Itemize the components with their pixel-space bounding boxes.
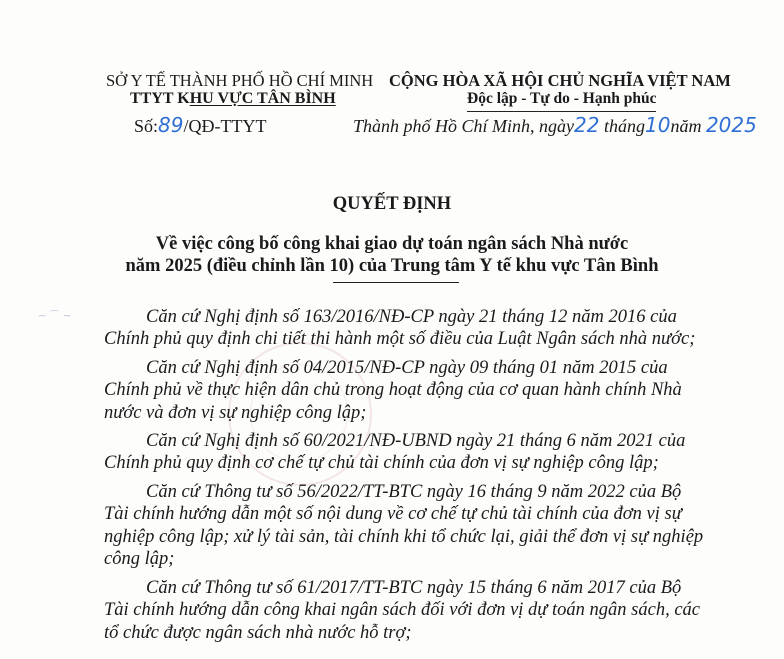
year-label: năm <box>670 116 702 136</box>
document-title: QUYẾT ĐỊNH <box>332 194 452 214</box>
legal-basis-paragraph <box>104 481 716 570</box>
handwritten-year: 2025 <box>705 113 757 137</box>
motto-text: Độc lập - Tự do - Hạnh phúc <box>467 90 657 107</box>
subtitle-underline <box>333 282 459 283</box>
number-suffix: /QĐ-TTYT <box>183 116 267 136</box>
paragraph-continuation: Chính phủ về thực hiện dân chủ trong hoạt động của cơ quan hành chính Nhà nước và đơn vị sự nghiệp công lập; <box>104 380 682 423</box>
paragraph-first-line: Căn cứ Thông tư số 61/2017/TT-BTC ngày 15 tháng 6 năm 2017 của Bộ <box>146 578 682 598</box>
motto-underline <box>467 111 656 112</box>
handwritten-day: 22 <box>574 113 600 137</box>
paragraph-continuation: Chính phủ quy định chi tiết thi hành một số điều của Luật Ngân sách nhà nước; <box>104 329 696 350</box>
paragraph-first-line: Căn cứ Nghị định số 60/2021/NĐ-UBND ngày 21 tháng 6 năm 2021 của <box>146 431 686 451</box>
paragraph-first-line: Căn cứ Thông tư số 56/2022/TT-BTC ngày 16 tháng 9 năm 2022 của Bộ <box>146 482 682 502</box>
legal-basis-paragraph <box>104 577 716 644</box>
department-name: SỞ Y TẾ THÀNH PHỐ HỒ CHÍ MINH <box>106 71 374 90</box>
unit-name <box>130 90 336 108</box>
paragraph-continuation: Tài chính hướng dẫn công khai ngân sách đối với đơn vị dự toán ngân sách, các tổ chức được ngân sách nhà nước hỗ trợ; <box>104 600 700 643</box>
legal-basis-paragraph <box>104 430 716 475</box>
paragraph-first-line: Căn cứ Nghị định số 163/2016/NĐ-CP ngày 21 tháng 12 năm 2016 của <box>146 307 677 327</box>
unit-name-prefix: TTYT K <box>130 90 190 107</box>
month-label: tháng <box>603 116 645 136</box>
date-place: Thành phố Hồ Chí Minh, ngày <box>353 116 575 136</box>
handwritten-month: 10 <box>644 113 671 137</box>
legal-basis-paragraph <box>104 357 716 424</box>
country-name: CỘNG HÒA XÃ HỘI CHỦ NGHĨA VIỆT NAM <box>389 71 731 90</box>
handwritten-number: 89 <box>158 113 184 137</box>
legal-basis-paragraph <box>104 306 716 351</box>
number-label: Số: <box>134 116 159 136</box>
unit-name-underlined: HU VỰC TÂN BÌNH <box>189 90 336 107</box>
national-motto <box>467 90 656 108</box>
document-subtitle-line1: Về việc công bố công khai giao dự toán ngân sách Nhà nước <box>155 234 629 254</box>
paragraph-continuation: Tài chính hướng dẫn một số nội dung về cơ chế tự chủ tài chính của đơn vị sự nghiệp công lập; xử lý tài sản, tài chính khi tổ chức lại, giải thể đơn vị sự nghiệp công lập; <box>104 504 704 569</box>
paragraph-first-line: Căn cứ Nghị định số 04/2015/NĐ-CP ngày 09 tháng 01 năm 2015 của <box>146 358 668 378</box>
document-date <box>353 113 757 137</box>
paragraph-continuation: Chính phủ quy định cơ chế tự chủ tài chính của đơn vị sự nghiệp công lập; <box>104 453 659 474</box>
document-subtitle-line2: năm 2025 (điều chỉnh lần 10) của Trung tâm Y tế khu vực Tân Bình <box>125 256 659 276</box>
pen-scribble-mark: ~ ⌒ ~ <box>38 311 72 322</box>
document-number <box>134 113 266 137</box>
